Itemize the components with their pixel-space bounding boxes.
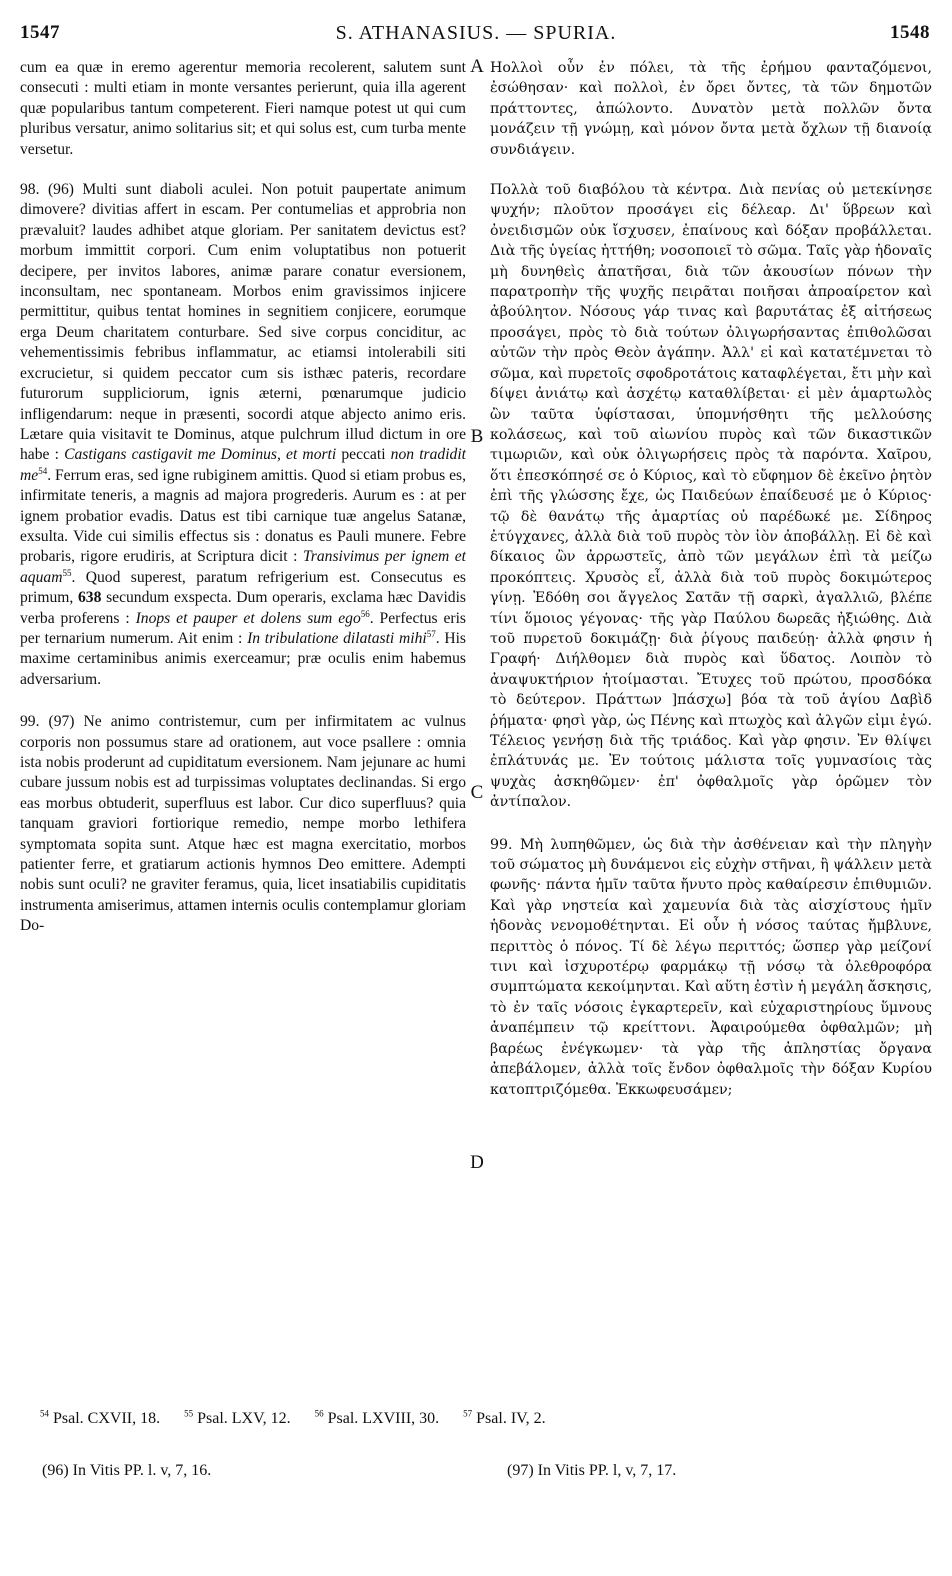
scripture-citation: Transivimus per ignem et aquam bbox=[20, 548, 466, 586]
margin-letter-c: C bbox=[470, 782, 484, 803]
page-number-left: 1547 bbox=[20, 22, 60, 43]
greek-paragraph: Πολλὰ τοῦ διαβόλου τὰ κέντρα. Διὰ πενίας οὐ μετεκίνησε ψυχήν; πλοῦτον προσάγει εἰς δέλεαρ. Δι' ὕβρεων καὶ ὀνειδισμῶν οὐκ ἴσχυσεν, ἐπαίνους καὶ δόξαν προβάλλεται. Διὰ τῆς ὑγείας ἡττήθη; νοσοποιεῖ τὸ σῶμα. Ταῖς γὰρ ἡδοναῖς μὴ δυνηθεὶς ἀπατῆσαι, διὰ τῶν ἀκουσίων πόνων τὴν παρατροπὴν τῆς ψυχῆς πειρᾶται ποιῆσαι ἀπροαίρετον καὶ ἀβούλητον. Νόσους γάρ τινας καὶ βαρυτάτας ἐξ αἰτήσεως προσάγει, πρὸς τὸ διὰ τούτων ὀλιγωρήσαντας ἐπιθολῶσαι αὐτῶν τὴν πρὸς Θεὸν ἀγάπην. Ἀλλ' εἰ καὶ κατατέμνεται τὸ σῶμα, καὶ πυρετοῖς σφοδροτάτοις καταφλέγεται, ἔτι μὴν καὶ δίψει ἀνιάτῳ καὶ ἀσχέτῳ καταθλίβεται· εἰ μὲν ἁμαρτωλὸς ὢν ταῦτα ὑφίστασαι, ὑπομνήσθητι τῆς μελλούσης κολάσεως, καὶ τοῦ αἰωνίου πυρὸς καὶ τῶν δικαστικῶν τιμωριῶν, καὶ οὐκ ὀλιγωρήσεις πρὸς τὰ παρόντα. Χαῖρου, ὅτι ἐπεσκόπησέ σε ὁ Κύριος, καὶ τὸ εὔφημον δὲ ἐκεῖνο ῥητὸν ἐπὶ τῆς γλώσσης ἔχε, ὡς Παιδεύων ἐπαίδευσέ με ὁ Κύριος· τῷ δὲ θανάτῳ τῆς ἁμαρτίας οὐ παρέδωκέ με. Σίδηρος ἐτύγχανες, ἀλλὰ διὰ τοῦ πυρὸς τὸν ἰὸν ἀποβάλλῃ. Εἰ δὲ καὶ δίκαιος ὢν ἀρρωστεῖς, ἀπὸ τῶν μεγάλων ἐπὶ τὰ μείζω προκόπτεις. Χρυσὸς εἶ, ἀλλὰ διὰ τοῦ πυρὸς δοκιμώτερος γίνῃ. Ἐδόθη σοι ἄγγελος Σατᾶν τῇ σαρκὶ, ἀγαλλιῶ, βλέπε τίνι ὅμοιος γέγονας· τῆς γὰρ Παύλου δωρεᾶς ἠξιώθης. Διὰ τοῦ πυρετοῦ δοκιμάζῃ· διὰ ῥίγους παιδεύῃ· ἀλλὰ φησιν ἡ Γραφή· Διήλθομεν διὰ πυρὸς καὶ ὕδατος. Λοιπὸν τὸ ἀναψυκτήριον ἡτοίμασται. Ἔτυχες τοῦ πρώτου, προσδόκα τὸ δεύτερον. Πράττων ]πάσχω] βόα τὰ τοῦ ἁγίου Δαβὶδ ῥήματα· φησὶ γὰρ, ὡς Πένης καὶ πτωχὸς καὶ ἀλγῶν εἰμι ἐγώ. Τέλειος γενήσῃ διὰ τῆς τριάδος. Καὶ γὰρ φησιν. Ἐν θλίψει ἐπλάτυνάς με. Ἐν τούτοις μάλιστα τοῖς γυμνασίοις τὰς ψυχὰς ἀσκηθῶμεν· ἐπ' ὀφθαλμοῖς γὰρ ὁρῶμεν τὸν ἀντίπαλον. bbox=[490, 182, 932, 811]
greek-paragraph: Ηολλοὶ οὖν ἐν πόλει, τὰ τῆς ἐρήμου φανταζόμενοι, ἐσώθησαν· καὶ πολλοὶ, ἐν ὄρει ὄντες, τὰ τῶν δημοτῶν πράττοντες, ἀπώλοντο. Δυνατὸν μετὰ πολλῶν ὄντα μονάζειν τῇ γνώμῃ, καὶ μόνον ὄντα μετὰ ὄχλων τῇ διανοίᾳ συνδιάγειν. bbox=[490, 60, 932, 158]
source-note-right: (97) In Vitis PP. l, v, 7, 17. bbox=[507, 1462, 677, 1479]
greek-column bbox=[490, 58, 932, 1368]
footnote: $^{57}$ Psal. IV, 2. bbox=[463, 1408, 546, 1427]
footnote: $^{56}$ Psal. LXVIII, 30. bbox=[314, 1408, 440, 1427]
source-note-left: (96) In Vitis PP. l. v, 7, 16. bbox=[42, 1462, 212, 1479]
latin-column bbox=[20, 58, 466, 1368]
column-number: 638 bbox=[77, 589, 102, 607]
footnote-ref: 57 bbox=[426, 628, 436, 639]
latin-paragraph: 98. (96) Multi sunt diaboli aculei. Non potuit paupertate animum dimovere? divitias affert in escam. Per contumelias et approbria non prævaluit? laudes adhibet atque gloriam. Per sanitatem devictus est? morbum immittit corpori. Cum enim voluptatibus non potuerit decipere, per invitos labores, animæ parare conatur eversionem, inconsultam, nec spontaneam. Morbos enim gravissimos injicere permittitur, quibus tentat homines in segnitiem conjicere, eorumque erga Deum charitatem conturbare. Sed sive corpus conciditur, ac vehementissimis febribus inflammatur, ac etiamsi intolerabili siti excrucietur, si quidem peccator cum sis isthæc pateris, recordare futurorum suppliciorum, ignis æterni, pœnarumque judicio infligendarum: neque in præsenti, socordi atque abjecto animo eris. Lætare quia visitavit te Dominus, atque pulchrum illud dictum in ore habe : Castigans castigavit me Dominus, et morti peccati non tradidit $me^{54}$. Ferrum eras, sed igne rubiginem amittis. Quod si etiam probus es, infirmitate teneris, a magnis ad majora progrederis. Aurum es : at per ignem probatior evadis. Datus est tibi carnique tuæ angelus Satanæ, exsulta. Vide cui similis effectus sis : donatus es Pauli munere. Febre probaris, rigore erudiris, at Scriptura dicit : Transivimus per ignem et aquam$^{55}$. Quod superest, paratum refrigerium est. Consecutus es primum, 638 secundum exspecta. Dum operaris, exclama hæc Davidis verba proferens : Inops et pauper et dolens sum ego$^{56}$. Perfectus eris per ternarium numerum. Ait enim : In tribulatione dilatasti mihi$^{57}$. His maxime certaminibus animis exerceamur; præ oculis enim habemus adversarium. bbox=[20, 181, 466, 688]
latin-paragraph: cum ea quæ in eremo agerentur memoria recolerent, salutem sunt consecuti : multi etiam in monte versantes perierunt, quia illa agerent quæ popularibus tantum competerent. Fieri namque potest ut qui cum pluribus versatur, animo solitarius sit; et qui solus est, cum turba mente versetur. bbox=[20, 59, 466, 158]
footnote: $^{54}$ Psal. CXVII, 18. bbox=[40, 1408, 161, 1427]
page-number-right: 1548 bbox=[890, 22, 930, 43]
footnote: $^{55}$ Psal. LXV, 12. bbox=[184, 1408, 291, 1427]
scripture-citation: Castigans castigavit me Dominus, et morti bbox=[64, 446, 337, 464]
scripture-citation: non tradidit me bbox=[20, 446, 466, 484]
margin-letter-b: B bbox=[470, 426, 484, 447]
page-header bbox=[0, 22, 952, 46]
footnote-ref: 56 bbox=[360, 608, 370, 619]
footnote-ref: 54 bbox=[38, 465, 48, 476]
margin-letter-a: A bbox=[470, 56, 484, 77]
scripture-citation: Inops et pauper et dolens sum ego bbox=[135, 609, 361, 627]
margin-letter-d: D bbox=[470, 1152, 484, 1173]
scripture-citation: In tribulatione dilatasti mihi bbox=[247, 629, 427, 647]
running-title: S. ATHANASIUS. — SPURIA. bbox=[335, 22, 617, 44]
latin-paragraph: 99. (97) Ne animo contristemur, cum per infirmitatem ac vulnus corporis non possumus stare ad orationem, aut voce psallere : omnia ista nobis proderunt ad cupiditatum eversionem. Nam jejunare ac humi cubare jussum nobis est ad turpissimas voluptates declinandas. Si ergo eas morbus obtuderit, superfluus est labor. Cur dico superfluus? quia tanquam graviori fortiorique remedio, nempe morbo lethifera symptomata sopita sunt. Atque hæc est magna exercitatio, morbos patienter ferre, et gratiarum actionis hymnos Deo emittere. Adempti nobis sunt oculi? ne graviter feramus, quia, licet insatiabilis cupiditatis instrumenta amiserimus, attamen internis oculis contemplamur gloriam Do- bbox=[20, 713, 466, 935]
footnote-ref: 55 bbox=[62, 567, 72, 578]
greek-paragraph: 99. Μὴ λυπηθῶμεν, ὡς διὰ τὴν ἀσθένειαν καὶ τὴν πληγὴν τοῦ σώματος μὴ δυνάμενοι εἰς εὐχὴν στῆναι, ἢ ψάλλειν μετὰ φωνῆς· πάντα ἡμῖν ταῦτα ἤνυτο πρὸς καθαίρεσιν ἐπιθυμιῶν. Καὶ γὰρ νηστεία καὶ χαμευνία διὰ τὰς αἰσχίστους ἡμῖν ἡδονὰς νενομοθέτηνται. Εἰ οὖν ἡ νόσος ταύτας ἤμβλυνε, περιττὸς ὁ πόνος. Τί δὲ λέγω περιττός; ὥσπερ γὰρ μείζονί τινι καὶ ἰσχυροτέρῳ φαρμάκῳ τῇ νόσῳ τὰ ὀλεθροφόρα συμπτώματα κεκοίμηνται. Καὶ αὕτη ἐστὶν ἡ μεγάλη ἄσκησις, τὸ ἐν ταῖς νόσοις ἐγκαρτερεῖν, καὶ εὐχαριστηρίους ὕμνους ἀναπέμπειν τῷ κρείττονι. Ἀφαιρούμεθα ὀφθαλμῶν; μὴ βαρέως ἐνέγκωμεν· τὰ γὰρ τῆς ἀπληστίας ὄργανα ἀπεβάλομεν, ἀλλὰ τοῖς ἔνδον ὀφθαλμοῖς τὴν δόξαν Κυρίου κατοπτριζόμεθα. Ἐκκωφευσάμεν; bbox=[490, 836, 932, 1098]
footnotes bbox=[40, 1410, 920, 1428]
